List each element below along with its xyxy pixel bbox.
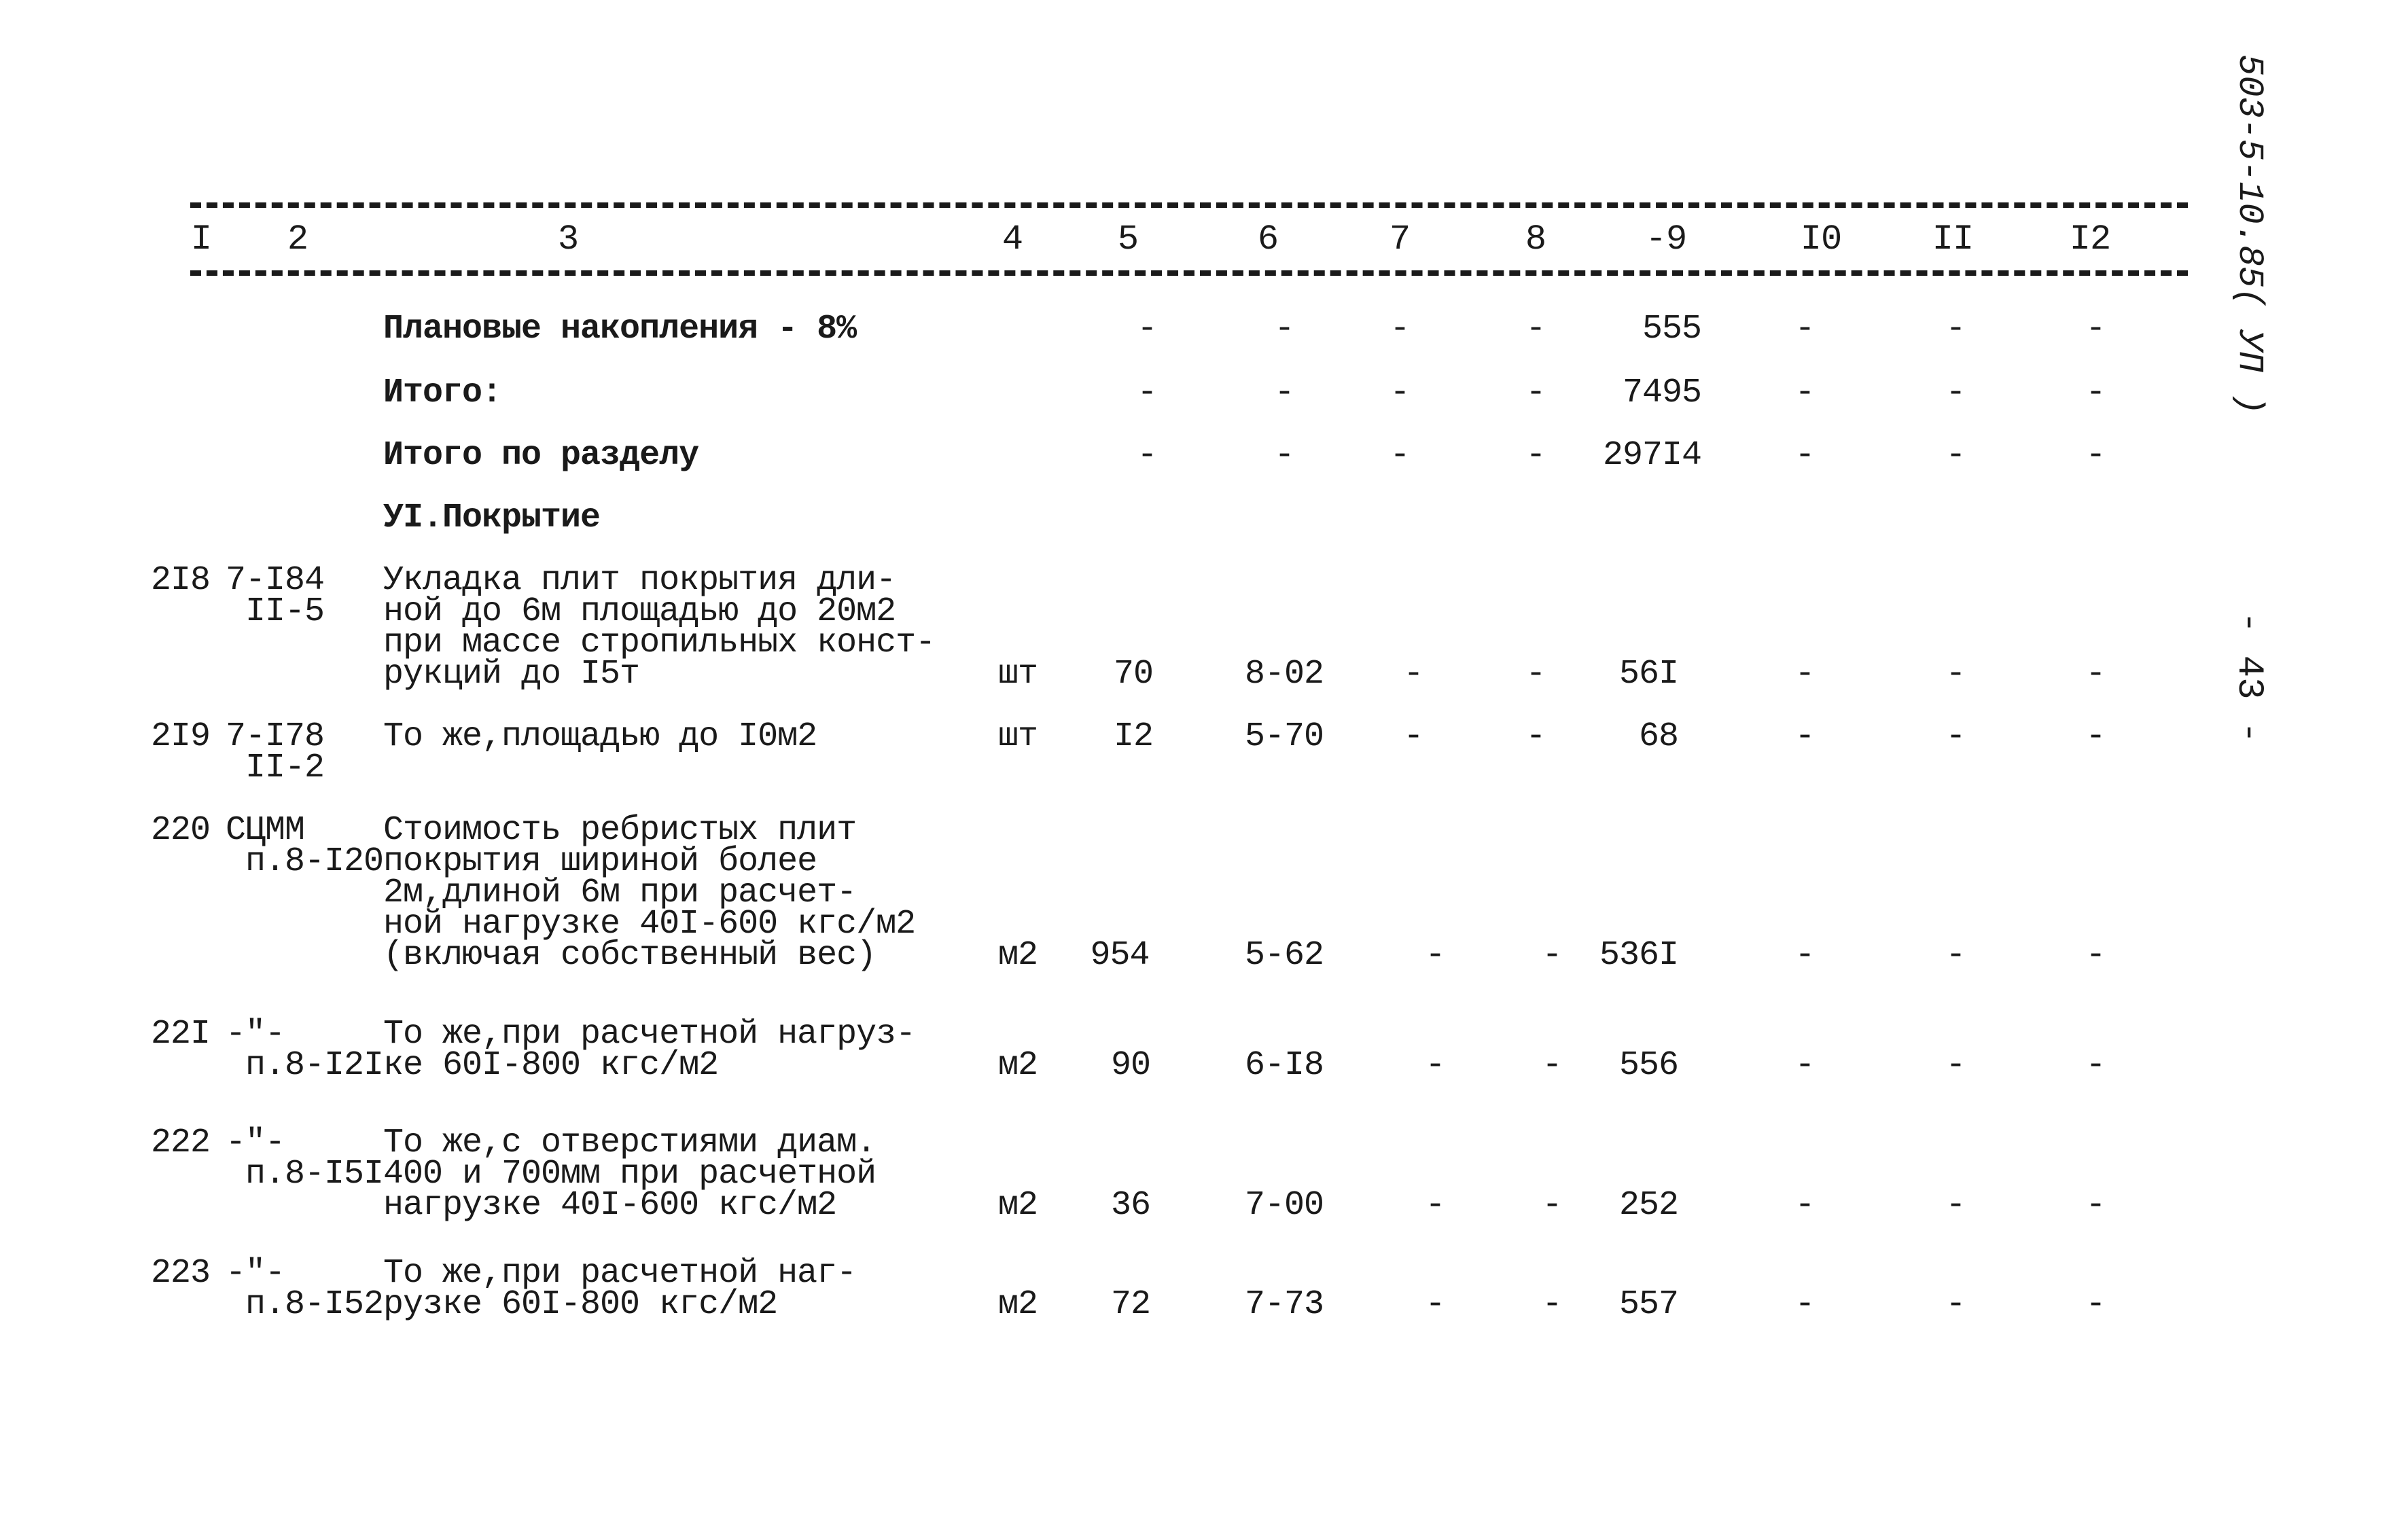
row-col9: 555 [1642, 310, 1701, 348]
row-description: То же,площадью до I0м2 [383, 717, 817, 756]
row-number: 223 [151, 1254, 211, 1293]
header-top-rule [190, 202, 2188, 208]
col-header-12: I2 [2069, 219, 2111, 259]
row-col9: 7495 [1622, 374, 1701, 412]
row-number: 2I8 [151, 561, 211, 600]
row-col8: - [1525, 436, 1546, 475]
row-col12: - [2085, 1186, 2106, 1225]
row-col7: - [1389, 436, 1410, 475]
row-col12: - [2085, 436, 2106, 475]
row-col8: - [1525, 717, 1546, 756]
col-header-9: -9 [1645, 219, 1687, 259]
row-col12: - [2085, 936, 2106, 975]
row-unit: м2 [997, 1186, 1038, 1225]
row-col9: 557 [1618, 1285, 1678, 1324]
col-header-1: I [190, 219, 212, 259]
row-col10: - [1794, 1046, 1815, 1085]
row-col12: - [2085, 310, 2106, 348]
row-col6: - [1274, 374, 1294, 412]
row-unit: м2 [997, 936, 1038, 975]
row-col6: 8-02 [1244, 655, 1324, 694]
row-col8: - [1525, 310, 1546, 348]
col-header-6: 6 [1257, 219, 1279, 259]
row-number: 222 [151, 1124, 211, 1162]
col-header-8: 8 [1525, 219, 1546, 259]
row-col5: 36 [1110, 1186, 1151, 1225]
row-col8: - [1542, 1186, 1562, 1225]
row-col8: - [1542, 1285, 1562, 1324]
row-code: -"- п.8-I2I [226, 1015, 384, 1085]
row-col5: 90 [1110, 1046, 1151, 1085]
row-col6: - [1274, 436, 1294, 475]
row-col10: - [1794, 374, 1815, 412]
row-col11: - [1945, 936, 1966, 975]
row-unit: шт [997, 655, 1038, 694]
row-col11: - [1945, 436, 1966, 475]
col-header-10: I0 [1800, 219, 1842, 259]
col-header-7: 7 [1389, 219, 1411, 259]
row-col7: - [1389, 374, 1410, 412]
row-col8: - [1542, 1046, 1562, 1085]
row-col6: - [1274, 310, 1294, 348]
row-code: -"- п.8-I5I [226, 1124, 384, 1194]
row-code: 7-I84 II-5 [226, 561, 325, 631]
row-col10: - [1794, 436, 1815, 475]
row-col11: - [1945, 717, 1966, 756]
row-col7: - [1403, 655, 1423, 694]
row-unit: м2 [997, 1046, 1038, 1085]
row-col6: 5-70 [1244, 717, 1324, 756]
row-description: Стоимость ребристых плит покрытия шириной более 2м,длиной 6м при расчет- ной нагрузке 40I-600 кгс/м2 (включая собственный вес) [383, 811, 916, 975]
row-description: То же,при расчетной наг- рузке 60I-800 кгс/м2 [383, 1254, 857, 1324]
header-bottom-rule [190, 270, 2188, 276]
document-code: 503-5-10.85( УП ) [2229, 54, 2269, 415]
row-col5: - [1137, 310, 1157, 348]
row-col8: - [1525, 655, 1546, 694]
row-col12: - [2085, 374, 2106, 412]
row-col7: - [1425, 1285, 1445, 1324]
row-col7: - [1389, 310, 1410, 348]
row-col7: - [1425, 1186, 1445, 1225]
row-description: Итого: [383, 374, 502, 412]
row-description: Итого по разделу [383, 436, 699, 475]
row-col10: - [1794, 1186, 1815, 1225]
row-col12: - [2085, 1046, 2106, 1085]
row-col9: 252 [1618, 1186, 1678, 1225]
row-col5: 72 [1110, 1285, 1151, 1324]
row-col10: - [1794, 717, 1815, 756]
row-col6: 5-62 [1244, 936, 1324, 975]
row-col9: 556 [1618, 1046, 1678, 1085]
row-col9: 56I [1618, 655, 1678, 694]
row-col11: - [1945, 655, 1966, 694]
row-description: Укладка плит покрытия дли- ной до 6м площадью до 20м2 при массе стропильных конст- рукций до I5т [383, 561, 936, 694]
row-code: СЦММ п.8-I20 [226, 811, 384, 881]
row-col7: - [1425, 936, 1445, 975]
row-number: 220 [151, 811, 211, 850]
row-col11: - [1945, 1186, 1966, 1225]
section-heading: УI.Покрытие [383, 499, 601, 537]
row-col10: - [1794, 310, 1815, 348]
row-col6: 6-I8 [1244, 1046, 1324, 1085]
row-col10: - [1794, 1285, 1815, 1324]
row-unit: шт [997, 717, 1038, 756]
row-col6: 7-73 [1244, 1285, 1324, 1324]
row-col11: - [1945, 374, 1966, 412]
row-unit: м2 [997, 1285, 1038, 1324]
row-col10: - [1794, 655, 1815, 694]
row-col6: 7-00 [1244, 1186, 1324, 1225]
col-header-11: II [1932, 219, 1974, 259]
row-description: То же,при расчетной нагруз- ке 60I-800 кгс/м2 [383, 1015, 916, 1085]
row-col12: - [2085, 1285, 2106, 1324]
row-col5: 70 [1113, 655, 1154, 694]
row-col11: - [1945, 1285, 1966, 1324]
row-code: -"- п.8-I52 [226, 1254, 384, 1324]
row-code: 7-I78 II-2 [226, 717, 325, 787]
row-col5: 954 [1090, 936, 1150, 975]
row-col8: - [1542, 936, 1562, 975]
row-number: 22I [151, 1015, 211, 1054]
row-col5: - [1137, 374, 1157, 412]
col-header-3: 3 [557, 219, 579, 259]
row-col5: I2 [1113, 717, 1154, 756]
row-description: Плановые накопления - 8% [383, 310, 857, 348]
row-col11: - [1945, 310, 1966, 348]
row-col9: 536I [1599, 936, 1678, 975]
row-col9: 68 [1638, 717, 1678, 756]
col-header-4: 4 [1002, 219, 1023, 259]
row-col7: - [1403, 717, 1423, 756]
row-col5: - [1137, 436, 1157, 475]
row-col10: - [1794, 936, 1815, 975]
col-header-2: 2 [287, 219, 308, 259]
row-col12: - [2085, 717, 2106, 756]
col-header-5: 5 [1117, 219, 1139, 259]
row-description: То же,с отверстиями диам. 400 и 700мм при расчетной нагрузке 40I-600 кгс/м2 [383, 1124, 877, 1225]
row-number: 2I9 [151, 717, 211, 756]
row-col11: - [1945, 1046, 1966, 1085]
row-col8: - [1525, 374, 1546, 412]
row-col12: - [2085, 655, 2106, 694]
row-col9: 297I4 [1602, 436, 1701, 475]
page-number: - 43 - [2228, 611, 2269, 744]
row-col7: - [1425, 1046, 1445, 1085]
